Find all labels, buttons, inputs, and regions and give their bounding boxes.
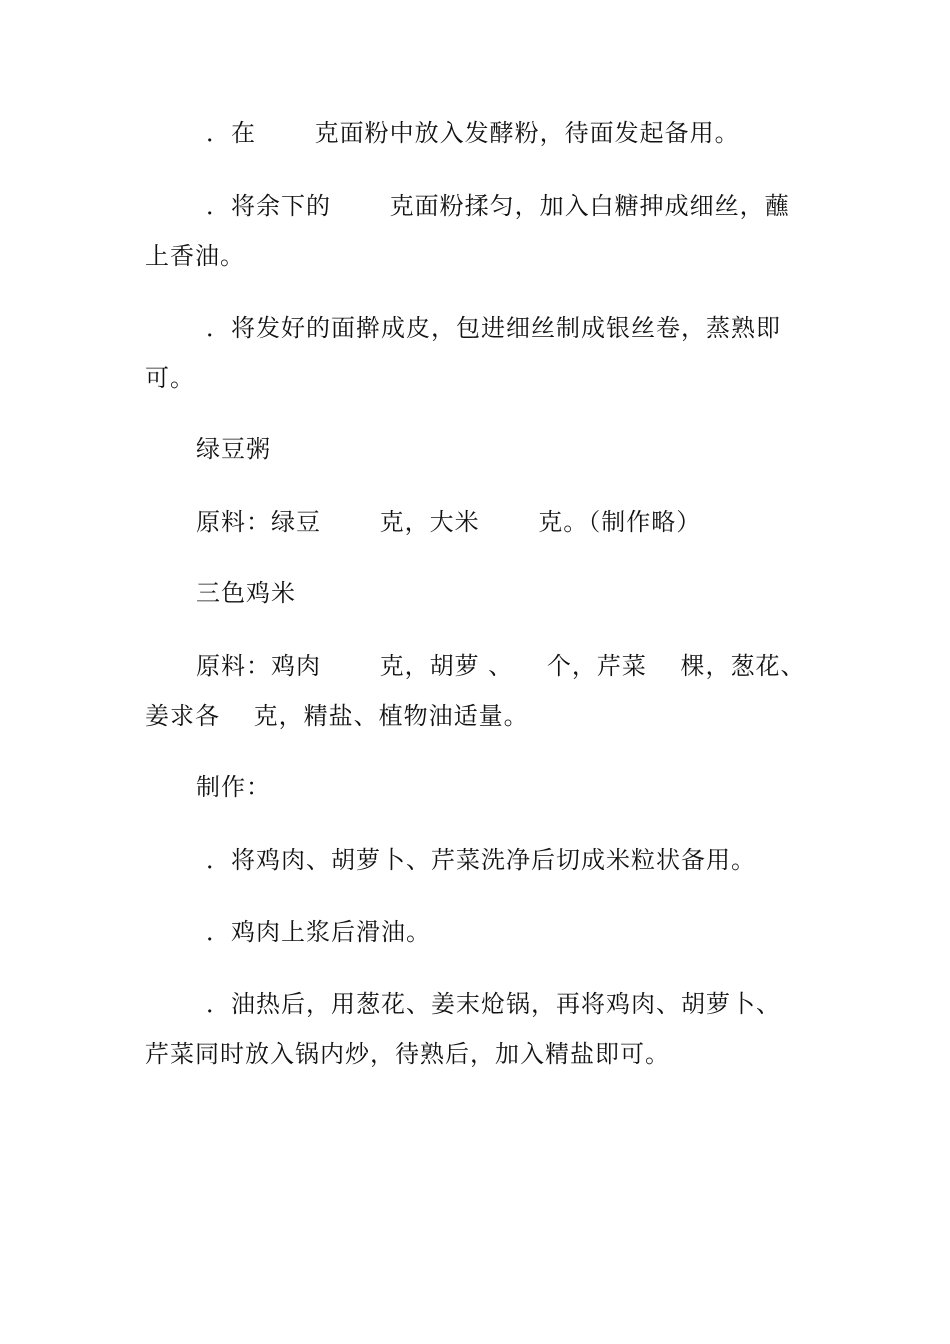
method-step-2: ．鸡肉上浆后滑油。 <box>206 918 431 946</box>
method-step-1: ．将鸡肉、胡萝卜、芹菜洗净后切成米粒状备用。 <box>206 846 756 874</box>
recipe-title-three-color-chicken: 三色鸡米 <box>196 579 296 607</box>
step-3-line-2: 可。 <box>145 364 195 392</box>
method-heading: 制作： <box>196 773 271 801</box>
ingredients-three-color-chicken-line-1: 原料：鸡肉 克，胡萝 、 个，芹菜 棵，葱花、 <box>196 652 806 680</box>
ingredients-three-color-chicken-line-2: 姜求各 克，精盐、植物油适量。 <box>145 702 529 730</box>
method-step-3-line-1: ．油热后，用葱花、姜末炝锅，再将鸡肉、胡萝卜、 <box>206 990 781 1018</box>
step-1-line-1: ．在 克面粉中放入发酵粉，待面发起备用。 <box>206 119 740 147</box>
step-2-line-2: 上香油。 <box>145 242 245 270</box>
recipe-title-mung-bean-porridge: 绿豆粥 <box>196 435 271 463</box>
step-2-line-1: ．将余下的 克面粉揉匀，加入白糖抻成细丝，蘸 <box>206 192 790 220</box>
ingredients-mung-bean-porridge: 原料：绿豆 克，大米 克。（制作略） <box>196 508 702 536</box>
step-3-line-1: ．将发好的面擀成皮，包进细丝制成银丝卷，蒸熟即 <box>206 314 781 342</box>
method-step-3-line-2: 芹菜同时放入锅内炒，待熟后，加入精盐即可。 <box>145 1040 670 1068</box>
